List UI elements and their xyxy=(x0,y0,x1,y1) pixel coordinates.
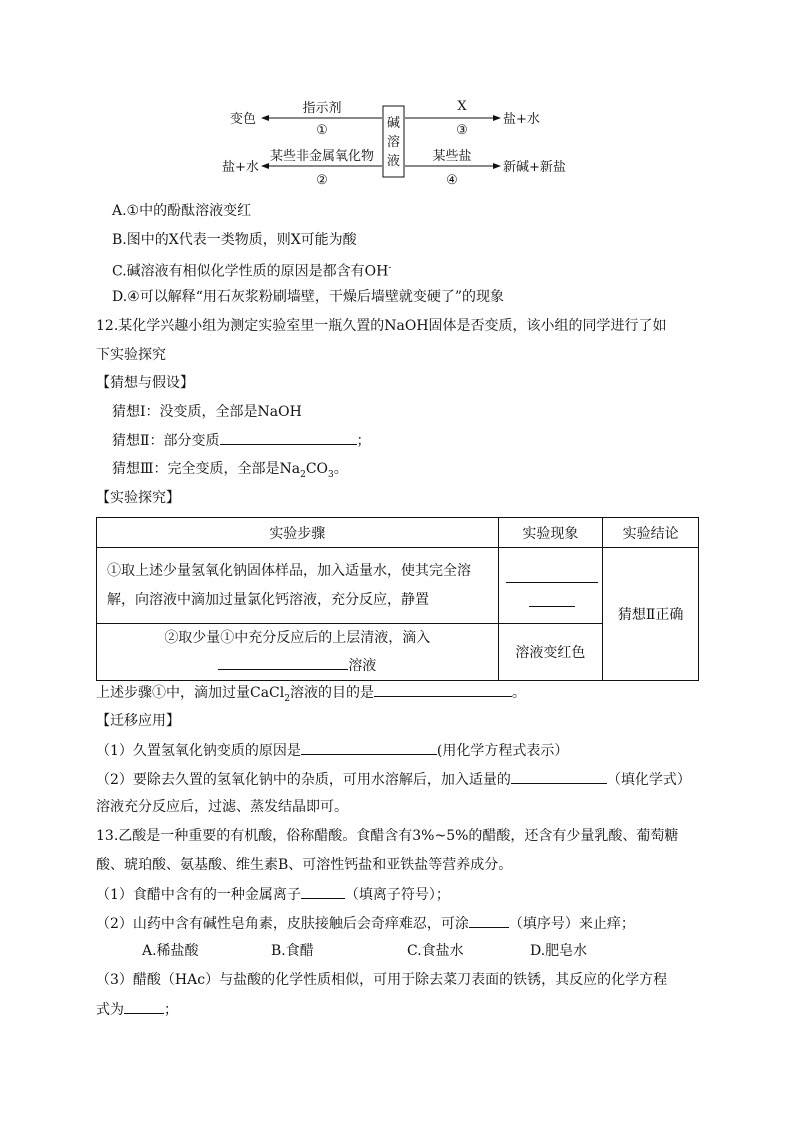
application-2-blank[interactable] xyxy=(511,769,607,784)
header-step: 实验步骤 xyxy=(97,518,499,548)
q13-sub2-blank[interactable] xyxy=(469,913,509,928)
header-conclusion: 实验结论 xyxy=(603,518,699,548)
row1-phenomenon xyxy=(498,548,603,624)
q13-sub2-end: （填序号）来止痒； xyxy=(508,916,635,932)
q13-sub1 xyxy=(96,884,450,905)
arrow2-label: 某些非金属氧化物 xyxy=(269,149,375,164)
q13-sub1-end: （填离子符号）； xyxy=(344,887,450,903)
guess-3-mid: CO xyxy=(305,461,329,477)
row2-reagent-blank[interactable] xyxy=(218,655,348,670)
q13-sub3-line2 xyxy=(96,999,178,1020)
row2-step-line2-text: 溶液 xyxy=(348,658,377,674)
left-bottom-label: 盐+水 xyxy=(222,160,259,175)
q11-option-c-text: C.碱溶液有相似化学性质的原因是都含有OH xyxy=(112,263,389,280)
q13-sub2 xyxy=(96,913,635,934)
q13-option-b: B.食醋 xyxy=(271,943,314,959)
section-hypothesis: 【猜想与假设】 xyxy=(96,375,194,391)
q12-stem-line2: 下实验探究 xyxy=(96,347,166,363)
right-top-label: 盐+水 xyxy=(503,112,540,127)
row1-phenomenon-blank-1[interactable] xyxy=(506,568,598,583)
q13-option-c: C.食盐水 xyxy=(407,943,464,959)
purpose-sub: 2 xyxy=(284,693,290,704)
header-phenomenon: 实验现象 xyxy=(498,518,603,548)
guess-3-text: 猜想Ⅲ：完全变质，全部是Na xyxy=(112,461,301,477)
row2-step xyxy=(97,624,499,681)
q11-option-c xyxy=(112,258,391,282)
row1-phenomenon-blank-2[interactable] xyxy=(529,592,575,607)
q11-option-d: D.④可以解释“用石灰浆粉刷墙壁，干燥后墙壁就变硬了”的现象 xyxy=(112,289,505,305)
guess-1: 猜想Ⅰ：没变质，全部是NaOH xyxy=(112,404,302,420)
q13-option-d: D.肥皂水 xyxy=(530,943,588,959)
alkali-char-3: 液 xyxy=(386,154,401,169)
row2-phenomenon: 溶液变红色 xyxy=(498,624,603,681)
q13-sub3-text: 式为 xyxy=(96,1002,124,1018)
q11-option-c-sup: - xyxy=(388,263,392,273)
purpose-text-2: 溶液的目的是 xyxy=(289,685,374,701)
purpose-end: 。 xyxy=(511,685,526,701)
arrow4-num: ④ xyxy=(446,173,458,188)
q13-stem-line1: 13.乙酸是一种重要的有机酸，俗称醋酸。食醋含有3%~5%的醋酸，还含有少量乳酸、葡萄糖 xyxy=(96,828,679,844)
right-bottom-label: 新碱+新盐 xyxy=(503,160,566,175)
experiment-table xyxy=(96,517,699,681)
arrow1-num: ① xyxy=(316,123,328,138)
row2-step-line1: ②取少量①中充分反应后的上层清液，滴入 xyxy=(164,630,431,646)
alkali-char-2: 溶 xyxy=(386,135,401,150)
guess-2 xyxy=(112,430,371,451)
guess-3-end: 。 xyxy=(333,461,348,477)
row1-step xyxy=(97,548,499,624)
row2-step-line2 xyxy=(97,652,498,680)
arrow1-label: 指示剂 xyxy=(302,101,342,116)
q13-sub1-blank[interactable] xyxy=(301,884,345,899)
table-header-row xyxy=(97,518,699,548)
guess-3 xyxy=(112,459,348,485)
guess-2-blank[interactable] xyxy=(220,430,357,445)
q13-sub3-blank[interactable] xyxy=(124,999,164,1014)
arrow2-num: ② xyxy=(316,173,328,188)
arrow3-label: X xyxy=(457,99,467,114)
q11-option-a: A.①中的酚酞溶液变红 xyxy=(112,203,252,219)
alkali-char-1: 碱 xyxy=(386,116,401,131)
application-1-end: (用化学方程式表示） xyxy=(436,743,569,759)
row1-conclusion: 猜想Ⅱ正确 xyxy=(603,548,699,681)
guess-3-sub2: 3 xyxy=(328,469,334,480)
purpose-line xyxy=(96,682,526,709)
q13-sub2-text: （2）山药中含有碱性皂角素，皮肤接触后会奇痒难忍，可涂 xyxy=(96,916,469,932)
section-transfer: 【迁移应用】 xyxy=(96,713,180,729)
application-1-blank[interactable] xyxy=(301,740,437,755)
application-2 xyxy=(96,769,691,790)
q11-option-b: B.图中的X代表一类物质，则X可能为酸 xyxy=(112,232,357,248)
arrow4-label: 某些盐 xyxy=(432,149,472,164)
q13-stem-line2: 酸、琥珀酸、氨基酸、维生素B、可溶性钙盐和亚铁盐等营养成分。 xyxy=(96,857,513,873)
left-top-label: 变色 xyxy=(230,112,257,127)
alkali-properties-diagram xyxy=(0,0,794,200)
row1-step-line1: ①取上述少量氢氧化钠固体样品，加入适量水，使其完全溶 xyxy=(107,562,471,579)
application-2-end: （填化学式） xyxy=(606,772,691,788)
q13-option-a: A.稀盐酸 xyxy=(142,943,199,959)
arrow3-num: ③ xyxy=(456,123,468,138)
table-row xyxy=(97,548,699,624)
application-1 xyxy=(96,740,568,761)
q13-sub1-text: （1）食醋中含有的一种金属离子 xyxy=(96,887,301,903)
application-2-text: （2）要除去久置的氢氧化钠中的杂质，可用水溶解后，加入适量的 xyxy=(96,772,511,788)
section-experiment: 【实验探究】 xyxy=(96,490,180,506)
purpose-text: 上述步骤①中，滴加过量CaCl xyxy=(96,685,285,701)
row1-step-line2: 解，向溶液中滴加过量氯化钙溶液，充分反应，静置 xyxy=(107,591,429,608)
application-1-text: （1）久置氢氧化钠变质的原因是 xyxy=(96,743,301,759)
purpose-blank[interactable] xyxy=(374,682,512,697)
q12-stem-line1: 12.某化学兴趣小组为测定实验室里一瓶久置的NaOH固体是否变质，该小组的同学进行了如 xyxy=(96,318,667,334)
application-2-line2: 溶液充分反应后，过滤、蒸发结晶即可。 xyxy=(96,799,348,815)
guess-2-text: 猜想Ⅱ：部分变质 xyxy=(112,433,220,449)
guess-3-sub1: 2 xyxy=(300,469,306,480)
q13-sub3-end: ； xyxy=(164,1002,178,1018)
guess-2-end: ； xyxy=(356,433,371,449)
q13-sub3-line1: （3）醋酸（HAc）与盐酸的化学性质相似，可用于除去菜刀表面的铁锈，其反应的化学方程 xyxy=(96,972,668,988)
